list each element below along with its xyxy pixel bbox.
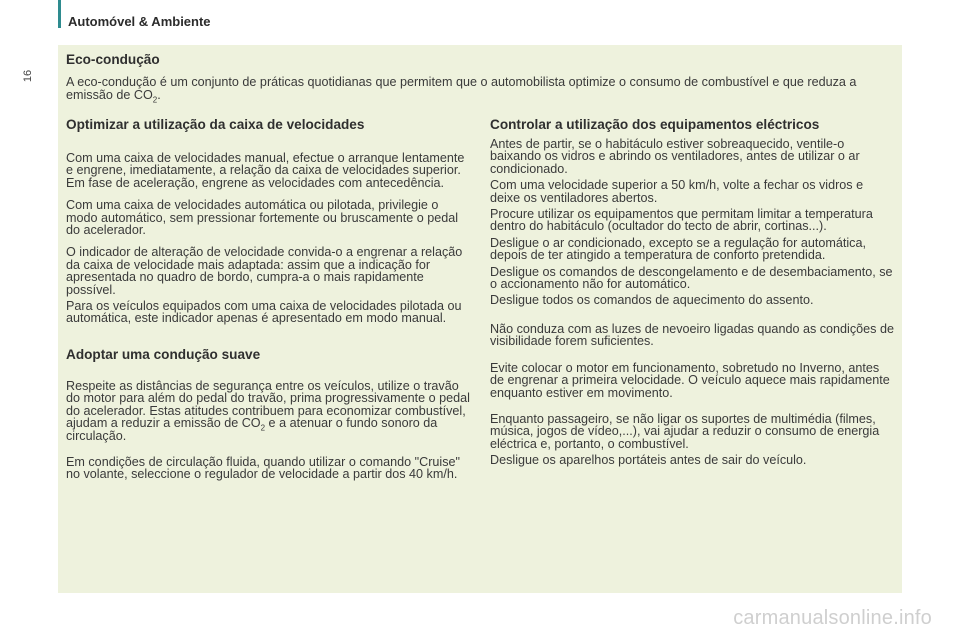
intro-subscript: 2	[152, 95, 158, 105]
section-accent-bar	[58, 0, 61, 28]
smooth-driving-heading: Adoptar uma condução suave	[66, 346, 261, 362]
intro-paragraph	[66, 75, 866, 105]
left-column	[66, 117, 470, 481]
gearbox-paragraph-3: O indicador de alteração de velocidade convida-o a engrenar a relação da caixa de velocidade mais adaptada: assim que a indicação for apresentada no quadro de bordo, cumpra-a o mais rapidamente possível.	[66, 245, 463, 297]
smooth-driving-text-end: e a atenuar o fundo sonoro da circulação.	[66, 416, 438, 443]
watermark: carmanualsonline.info	[733, 607, 932, 629]
electrical-paragraph-2: Com uma velocidade superior a 50 km/h, volte a fechar os vidros e deixe os ventiladores abertos.	[490, 178, 864, 205]
electrical-paragraph-6: Desligue todos os comandos de aquecimento do assento.	[490, 293, 814, 308]
panel-title: Eco-condução	[66, 52, 160, 67]
page-number: 16	[22, 69, 35, 83]
electrical-paragraph-3: Procure utilizar os equipamentos que permitam limitar a temperatura dentro do habitáculo (ocultador do tecto de abrir, cortinas...).	[490, 207, 873, 234]
electrical-paragraph-5: Desligue os comandos de descongelamento e de desembaciamento, se o accionamento não for automático.	[490, 264, 893, 292]
gearbox-paragraph-1: Com uma caixa de velocidades manual, efectue o arranque lentamente e engrene, imediatamente, a relação da caixa de velocidades superior. Em fase de aceleração, engrene as velocidades com antecedência.	[66, 151, 465, 190]
electrical-paragraph-4: Desligue o ar condicionado, excepto se a regulação for automática, depois de ter atingido a temperatura de conforto pretendida.	[490, 235, 866, 263]
right-column	[490, 117, 895, 467]
smooth-driving-paragraph-1	[66, 380, 470, 442]
electrical-paragraph-1: Antes de partir, se o habitáculo estiver sobreaquecido, ventile-o baixando os vidros e abrindo os ventiladores, antes de utilizar o ar condicionado.	[490, 137, 860, 176]
electrical-paragraph-8: Evite colocar o motor em funcionamento, sobretudo no Inverno, antes de engrenar a primeira velocidade. O veículo aquece mais rapidamente enquanto estiver em movimento.	[490, 360, 890, 400]
gearbox-paragraph-2: Com uma caixa de velocidades automática ou pilotada, privilegie o modo automático, sem pressionar fortemente ou bruscamente o pedal do acelerador.	[66, 198, 459, 238]
gearbox-heading: Optimizar a utilização da caixa de velocidades	[66, 117, 365, 132]
section-title: Automóvel & Ambiente	[68, 14, 211, 29]
gearbox-paragraph-4: Para os veículos equipados com uma caixa de velocidades pilotada ou automática, este indicador apenas é apresentado em modo manual.	[66, 299, 462, 326]
smooth-driving-subscript: 2	[260, 423, 266, 433]
electrical-paragraph-10: Desligue os aparelhos portáteis antes de sair do veículo.	[490, 453, 807, 468]
smooth-driving-paragraph-2: Em condições de circulação fluida, quando utilizar o comando "Cruise" no volante, seleccione o regulador de velocidade a partir dos 40 km/h.	[66, 454, 460, 482]
smooth-driving-text: Respeite as distâncias de segurança entre os veículos, utilize o travão do motor para além do pedal do travão, prima progressivamente o pedal do acelerador. Estas atitudes contribuem para economizar combustível, ajudam a reduzir a emissão de CO	[66, 378, 470, 431]
electrical-paragraph-7: Não conduza com as luzes de nevoeiro ligadas quando as condições de visibilidade forem suficientes.	[490, 321, 894, 349]
intro-text: A eco-condução é um conjunto de práticas quotidianas que permitem que o automobilista optimize o consumo de combustível e que reduza a emissão de CO	[66, 75, 857, 102]
electrical-paragraph-9: Enquanto passageiro, se não ligar os suportes de multimédia (filmes, música, jogos de vídeo,...), vai ajudar a reduzir o consumo de energia eléctrica e, portanto, o combustível.	[490, 411, 880, 451]
electrical-equipment-heading: Controlar a utilização dos equipamentos eléctricos	[490, 117, 820, 132]
intro-text-end: .	[157, 87, 161, 102]
